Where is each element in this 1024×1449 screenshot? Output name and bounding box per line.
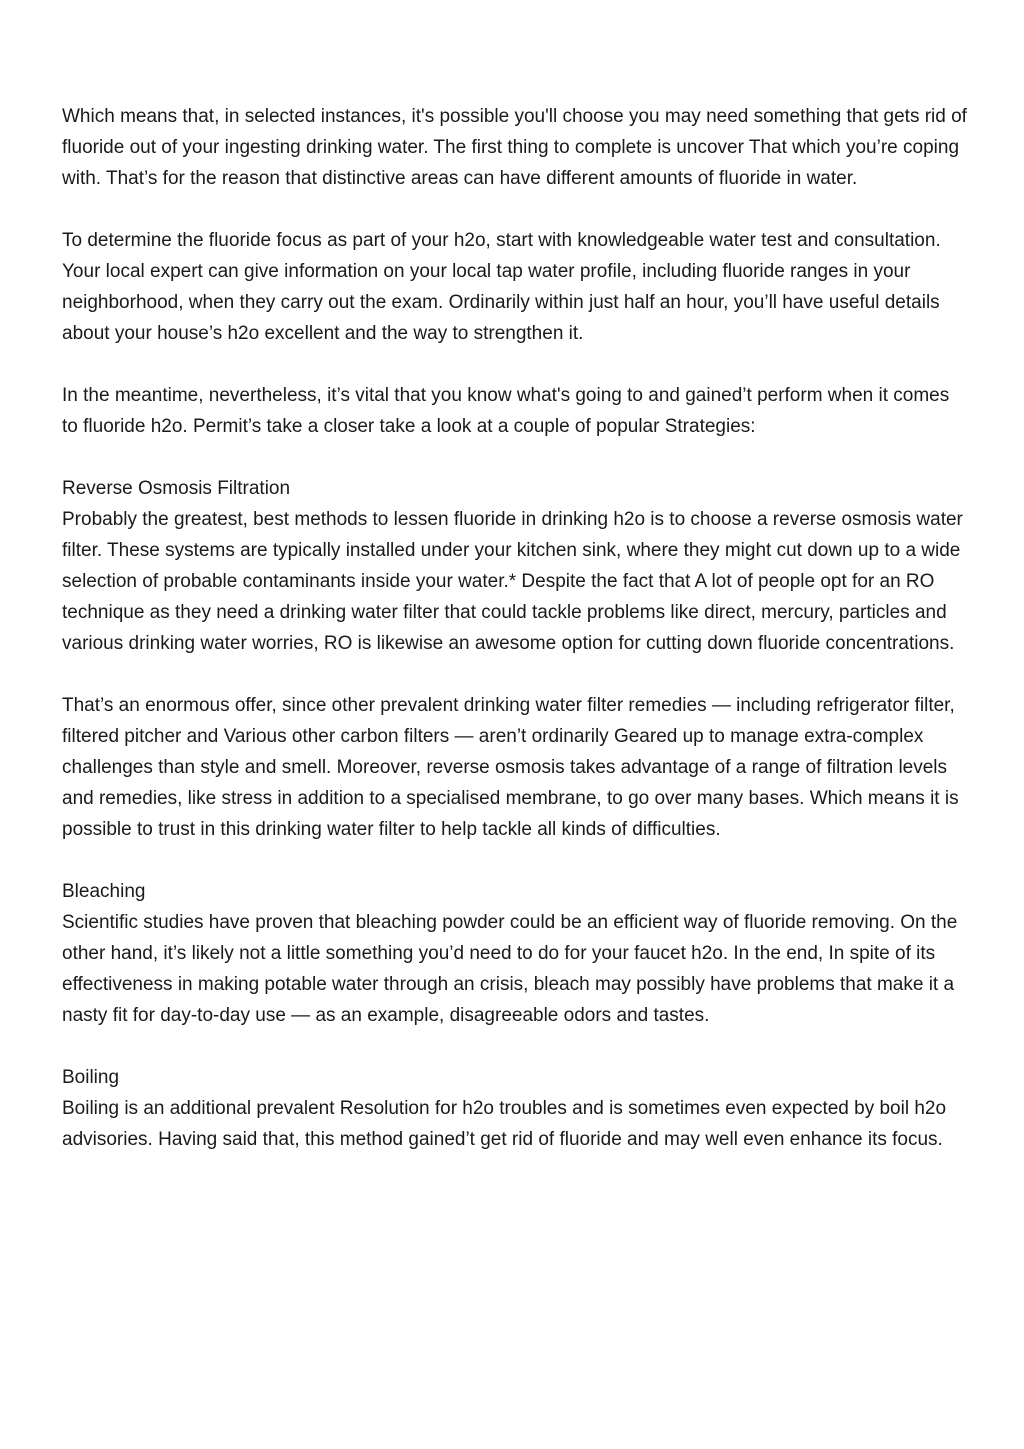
section-heading-boiling: Boiling [62, 1067, 120, 1088]
intro-paragraph: Which means that, in selected instances, it's possible you'll choose you may need something that gets rid of fluoride out of your ingesting drinking water. The first thing to complete is uncover That which you’re coping with. That’s for the reason that distinctive areas can have different amounts of fluoride in water. [62, 106, 967, 189]
section-bleaching [62, 876, 967, 1031]
section-reverse-osmosis [62, 473, 967, 845]
bleaching-body: Scientific studies have proven that bleaching powder could be an efficient way of fluoride removing. On the other hand, it’s likely not a little something you’d need to do for your faucet h2o. In the end, In spite of its effectiveness in making potable water through an crisis, bleach may possibly have problems that make it a nasty fit for day-to-day use — as an example, disagreeable odors and tastes. [62, 912, 958, 1026]
section-heading-bleaching: Bleaching [62, 881, 146, 902]
boiling-body: Boiling is an additional prevalent Resolution for h2o troubles and is sometimes even expected by boil h2o advisories. Having said that, this method gained’t get rid of fluoride and may well even enhance its focus. [62, 1098, 947, 1150]
reverse-osmosis-body-2: That’s an enormous offer, since other prevalent drinking water filter remedies — including refrigerator filter, filtered pitcher and Various other carbon filters — aren’t ordinarily Geared up to manage extra-complex challenges than style and smell. Moreover, reverse osmosis takes advantage of a range of filtration levels and remedies, like stress in addition to a specialised membrane, to go over many bases. Which means it is possible to trust in this drinking water filter to help tackle all kinds of difficulties. [62, 695, 959, 840]
strategies-intro-paragraph: In the meantime, nevertheless, it’s vital that you know what's going to and gained’t perform when it comes to fluoride h2o. Permit’s take a closer take a look at a couple of popular Strategies: [62, 385, 950, 437]
section-heading-reverse-osmosis: Reverse Osmosis Filtration [62, 478, 291, 499]
reverse-osmosis-body: Probably the greatest, best methods to lessen fluoride in drinking h2o is to choose a reverse osmosis water filter. These systems are typically installed under your kitchen sink, where they might cut down up to a wide selection of probable contaminants inside your water.* Despite the fact that A lot of people opt for an RO technique as they need a drinking water filter that could tackle problems like direct, mercury, particles and various drinking water worries, RO is likewise an awesome option for cutting down fluoride concentrations. [62, 509, 963, 654]
testing-paragraph: To determine the fluoride focus as part of your h2o, start with knowledgeable water test and consultation. Your local expert can give information on your local tap water profile, including fluoride ranges in your neighborhood, when they carry out the exam. Ordinarily within just half an hour, you’ll have useful details about your house’s h2o excellent and the way to strengthen it. [62, 230, 941, 344]
document-page [62, 101, 967, 1186]
section-boiling [62, 1062, 967, 1155]
